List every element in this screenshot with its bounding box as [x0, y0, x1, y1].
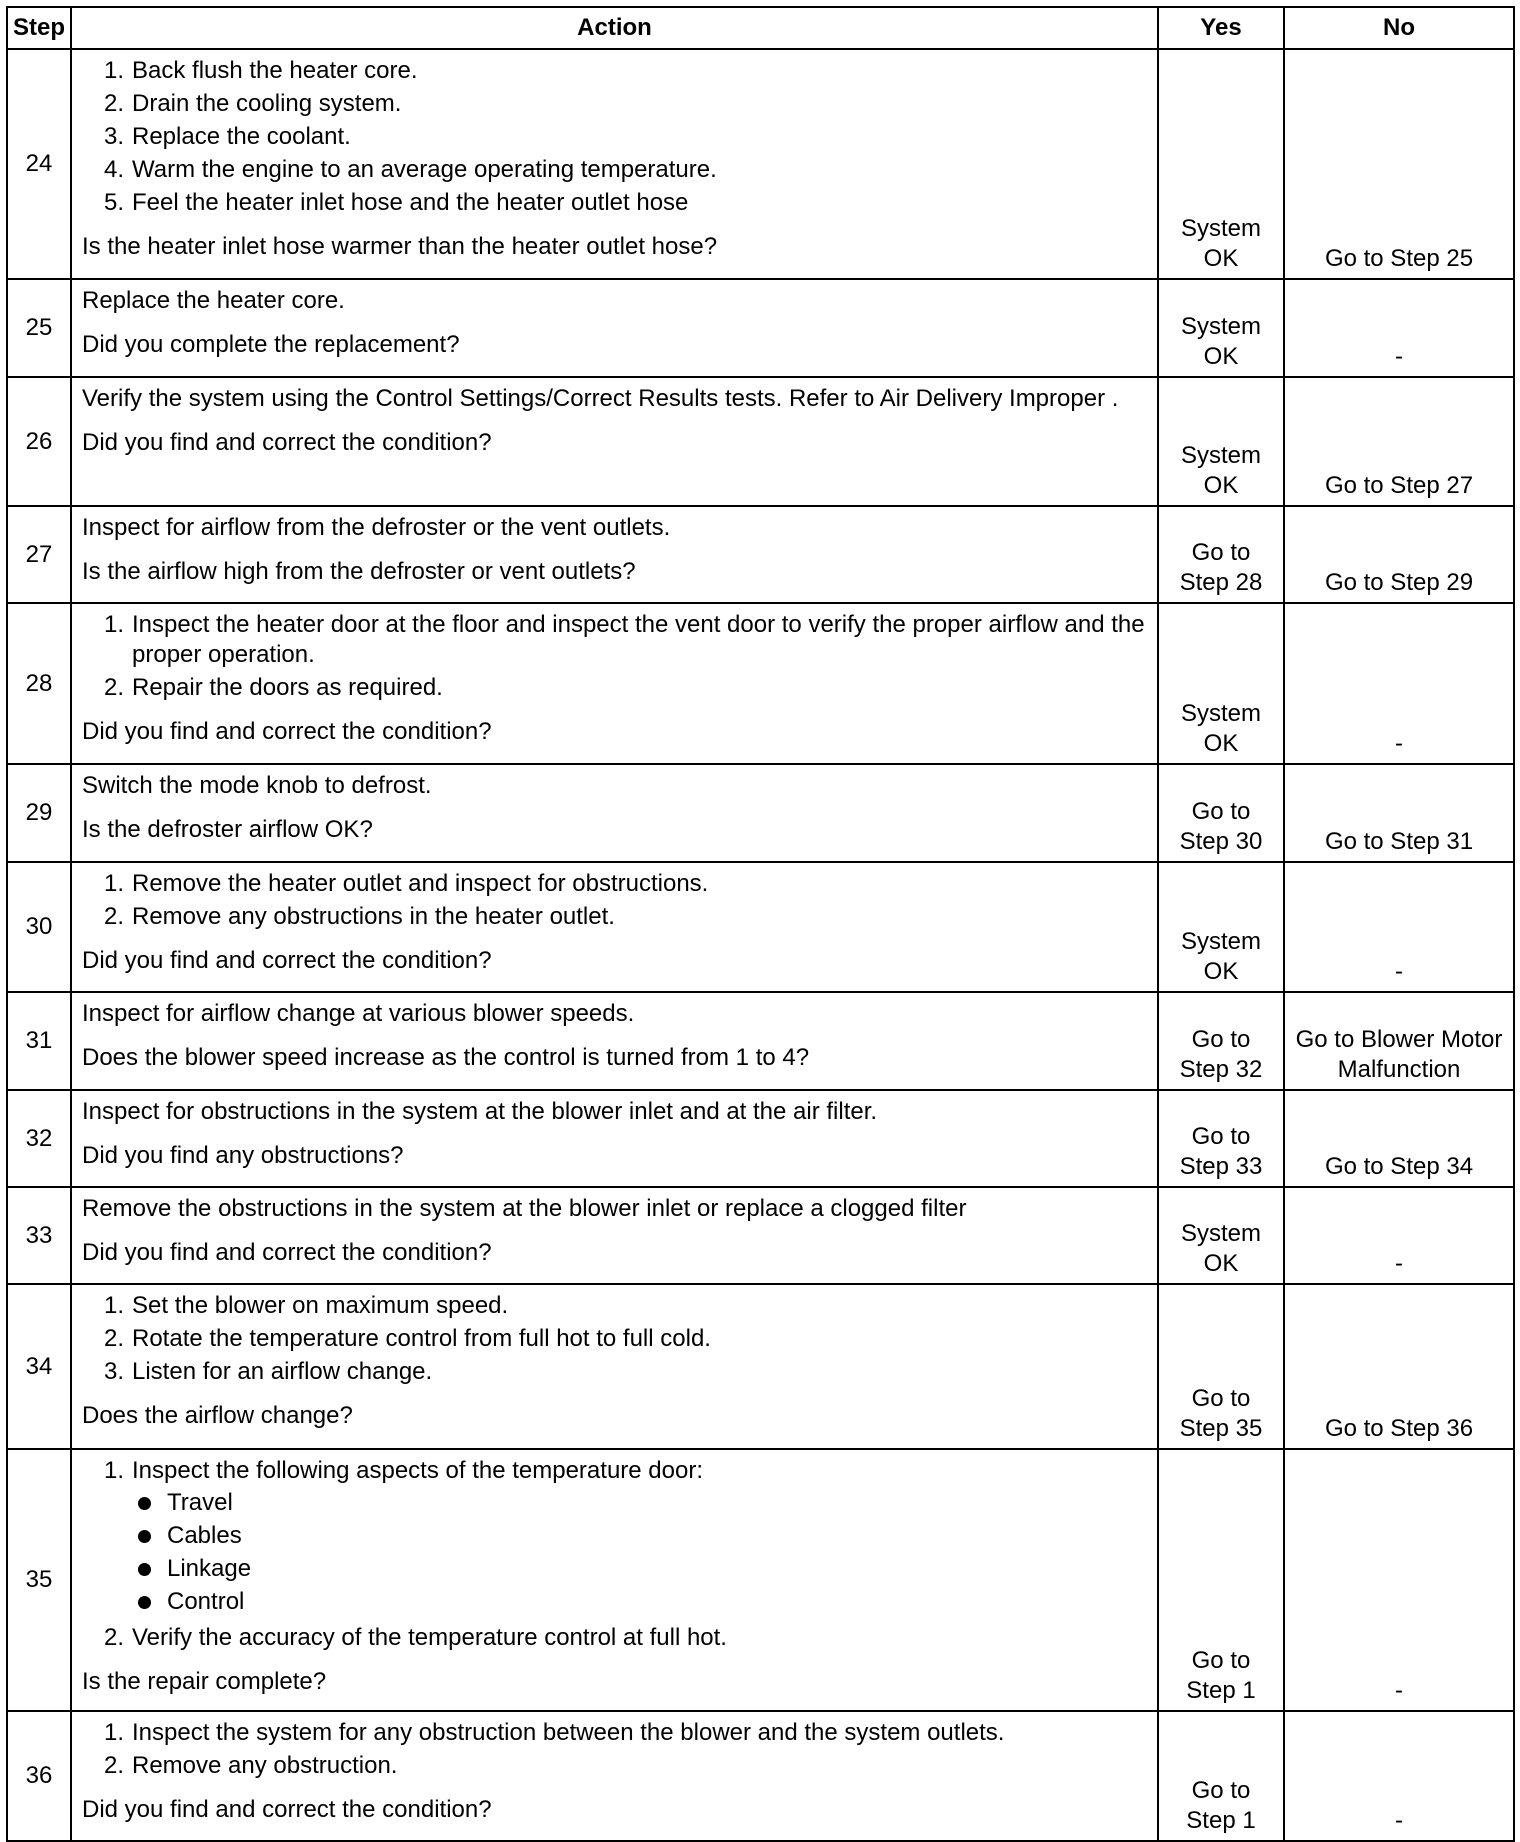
action-step-body — [132, 1324, 1149, 1354]
action-cell — [71, 992, 1158, 1090]
action-step — [82, 1357, 1149, 1387]
action-text: Inspect for obstructions in the system at the blower inlet and at the air filter. — [82, 1098, 878, 1125]
step-number: 32 — [7, 1090, 71, 1187]
table-row — [7, 49, 1514, 279]
step-number: 31 — [7, 992, 71, 1090]
action-step-text: Feel the heater inlet hose and the heater outlet hose — [132, 189, 689, 216]
action-cell — [71, 1090, 1158, 1187]
bullet-text: Linkage — [167, 1555, 252, 1582]
no-result: Go to Blower Motor Malfunction — [1284, 992, 1514, 1090]
bullet-text: Travel — [167, 1489, 233, 1516]
action-step-text: Remove the heater outlet and inspect for obstructions. — [132, 870, 709, 897]
action-step-body — [132, 1357, 1149, 1387]
action-cell — [71, 862, 1158, 992]
table-row — [7, 1284, 1514, 1449]
action-step — [82, 869, 1149, 899]
header-yes: Yes — [1158, 7, 1284, 49]
bullet-icon — [138, 1596, 151, 1609]
table-row — [7, 377, 1514, 506]
action-step-number: 1. — [103, 1292, 124, 1319]
action-step-number: 2. — [103, 903, 124, 930]
table-row — [7, 1187, 1514, 1284]
action-step-number: 2. — [103, 90, 124, 117]
action-text: Replace the heater core. — [82, 287, 345, 314]
action-cell — [71, 279, 1158, 377]
action-step-body — [132, 1751, 1149, 1781]
yes-result: Go to Step 1 — [1158, 1711, 1284, 1841]
action-steps — [82, 1291, 1149, 1387]
action-step — [82, 1751, 1149, 1781]
table-row — [7, 764, 1514, 862]
action-step-text: Drain the cooling system. — [132, 90, 402, 117]
no-result: Go to Step 27 — [1284, 377, 1514, 506]
action-steps — [82, 1718, 1149, 1781]
action-step-text: Warm the engine to an average operating temperature. — [132, 156, 717, 183]
step-number: 36 — [7, 1711, 71, 1841]
action-step — [82, 673, 1149, 703]
action-step-text: Listen for an airflow change. — [132, 1358, 433, 1385]
yes-result: System OK — [1158, 862, 1284, 992]
step-number: 34 — [7, 1284, 71, 1449]
step-number: 28 — [7, 603, 71, 764]
action-step-text: Set the blower on maximum speed. — [132, 1292, 509, 1319]
header-action: Action — [71, 7, 1158, 49]
action-step-body — [132, 89, 1149, 119]
question-text: Did you find and correct the condition? — [82, 1796, 492, 1823]
action-steps — [82, 56, 1149, 218]
action-step-body — [132, 188, 1149, 218]
no-result: Go to Step 25 — [1284, 49, 1514, 279]
yes-result: System OK — [1158, 279, 1284, 377]
no-result: - — [1284, 603, 1514, 764]
table-row — [7, 1090, 1514, 1187]
action-step-number: 4. — [103, 156, 124, 183]
table-row — [7, 603, 1514, 764]
action-text: Remove the obstructions in the system at the blower inlet or replace a clogged filter — [82, 1195, 967, 1222]
bullet-icon — [138, 1563, 151, 1576]
action-step-body — [132, 1623, 1149, 1653]
bullet-text: Cables — [167, 1522, 242, 1549]
no-result: Go to Step 31 — [1284, 764, 1514, 862]
question-text: Did you find and correct the condition? — [82, 947, 492, 974]
yes-result: Go to Step 1 — [1158, 1449, 1284, 1711]
question-text: Did you find and correct the condition? — [82, 1239, 492, 1266]
action-step — [82, 1456, 1149, 1620]
yes-result: System OK — [1158, 1187, 1284, 1284]
header-no: No — [1284, 7, 1514, 49]
action-step-number: 1. — [103, 870, 124, 897]
action-step-text: Remove any obstruction. — [132, 1752, 398, 1779]
step-number: 25 — [7, 279, 71, 377]
action-steps — [82, 869, 1149, 932]
step-number: 26 — [7, 377, 71, 506]
no-result: - — [1284, 1187, 1514, 1284]
table-body — [7, 49, 1514, 1841]
action-step — [82, 1623, 1149, 1653]
diagnostic-table — [6, 6, 1515, 1842]
action-steps — [82, 1456, 1149, 1653]
action-cell — [71, 1284, 1158, 1449]
action-step-text: Back flush the heater core. — [132, 57, 418, 84]
action-step-number: 3. — [103, 1358, 124, 1385]
action-step-number: 1. — [103, 611, 124, 638]
action-step — [82, 122, 1149, 152]
action-step-number: 1. — [103, 1457, 124, 1484]
bullet-list — [132, 1488, 1149, 1617]
table-row — [7, 1449, 1514, 1711]
yes-result: Go to Step 30 — [1158, 764, 1284, 862]
no-result: - — [1284, 1449, 1514, 1711]
header-step: Step — [7, 7, 71, 49]
question-text: Did you find any obstructions? — [82, 1142, 404, 1169]
question-text: Is the airflow high from the defroster or vent outlets? — [82, 558, 636, 585]
bullet-text: Control — [167, 1588, 245, 1615]
action-step — [82, 902, 1149, 932]
no-result: - — [1284, 1711, 1514, 1841]
action-step-number: 2. — [103, 1325, 124, 1352]
action-step-text: Replace the coolant. — [132, 123, 351, 150]
bullet-item — [138, 1488, 1149, 1518]
table-row — [7, 862, 1514, 992]
action-step-body — [132, 56, 1149, 86]
action-step-body — [132, 1718, 1149, 1748]
action-text: Switch the mode knob to defrost. — [82, 772, 432, 799]
bullet-icon — [138, 1530, 151, 1543]
action-cell — [71, 603, 1158, 764]
table-row — [7, 992, 1514, 1090]
action-cell — [71, 1187, 1158, 1284]
step-number: 24 — [7, 49, 71, 279]
action-steps — [82, 610, 1149, 703]
action-step-number: 1. — [103, 1719, 124, 1746]
question-text: Did you find and correct the condition? — [82, 429, 492, 456]
action-step — [82, 1291, 1149, 1321]
table-row — [7, 279, 1514, 377]
action-step-number: 3. — [103, 123, 124, 150]
action-cell — [71, 1711, 1158, 1841]
yes-result: Go to Step 32 — [1158, 992, 1284, 1090]
action-step-body — [132, 902, 1149, 932]
action-text: Inspect for airflow change at various blower speeds. — [82, 1000, 635, 1027]
bullet-item — [138, 1521, 1149, 1551]
action-cell — [71, 764, 1158, 862]
action-step-text: Remove any obstructions in the heater outlet. — [132, 903, 615, 930]
table-row — [7, 1711, 1514, 1841]
table-row — [7, 506, 1514, 603]
header-row — [7, 7, 1514, 49]
yes-result: System OK — [1158, 377, 1284, 506]
action-step-number: 5. — [103, 189, 124, 216]
bullet-item — [138, 1554, 1149, 1584]
action-step-number: 1. — [103, 57, 124, 84]
action-step — [82, 155, 1149, 185]
action-cell — [71, 1449, 1158, 1711]
action-step — [82, 89, 1149, 119]
question-text: Is the heater inlet hose warmer than the heater outlet hose? — [82, 233, 718, 260]
table-header — [7, 7, 1514, 49]
yes-result: System OK — [1158, 603, 1284, 764]
no-result: - — [1284, 862, 1514, 992]
action-step-body — [132, 610, 1149, 670]
action-text: Verify the system using the Control Settings/Correct Results tests. Refer to Air Delivery Improper . — [82, 385, 1119, 412]
action-step-text: Inspect the system for any obstruction between the blower and the system outlets. — [132, 1719, 1005, 1746]
step-number: 33 — [7, 1187, 71, 1284]
yes-result: Go to Step 35 — [1158, 1284, 1284, 1449]
action-step-body — [132, 155, 1149, 185]
bullet-item — [138, 1587, 1149, 1617]
action-step-body — [132, 673, 1149, 703]
step-number: 27 — [7, 506, 71, 603]
step-number: 30 — [7, 862, 71, 992]
action-text: Inspect for airflow from the defroster or the vent outlets. — [82, 514, 671, 541]
question-text: Does the airflow change? — [82, 1402, 353, 1429]
action-step-text: Inspect the following aspects of the temperature door: — [132, 1457, 703, 1484]
action-step-body — [132, 1291, 1149, 1321]
no-result: - — [1284, 279, 1514, 377]
action-step-number: 2. — [103, 674, 124, 701]
action-step — [82, 1324, 1149, 1354]
question-text: Did you find and correct the condition? — [82, 718, 492, 745]
action-step-text: Inspect the heater door at the floor and inspect the vent door to verify the proper airflow and the proper operation. — [132, 611, 1145, 668]
question-text: Did you complete the replacement? — [82, 331, 460, 358]
action-step-number: 2. — [103, 1752, 124, 1779]
yes-result: Go to Step 33 — [1158, 1090, 1284, 1187]
no-result: Go to Step 29 — [1284, 506, 1514, 603]
no-result: Go to Step 34 — [1284, 1090, 1514, 1187]
action-cell — [71, 506, 1158, 603]
action-step-number: 2. — [103, 1624, 124, 1651]
action-step-text: Rotate the temperature control from full hot to full cold. — [132, 1325, 711, 1352]
action-step — [82, 56, 1149, 86]
action-step-body — [132, 122, 1149, 152]
action-step-text: Repair the doors as required. — [132, 674, 443, 701]
action-cell — [71, 377, 1158, 506]
action-step — [82, 1718, 1149, 1748]
question-text: Is the defroster airflow OK? — [82, 816, 373, 843]
question-text: Is the repair complete? — [82, 1668, 327, 1695]
yes-result: System OK — [1158, 49, 1284, 279]
step-number: 35 — [7, 1449, 71, 1711]
question-text: Does the blower speed increase as the control is turned from 1 to 4? — [82, 1044, 810, 1071]
action-cell — [71, 49, 1158, 279]
yes-result: Go to Step 28 — [1158, 506, 1284, 603]
action-step-body — [132, 869, 1149, 899]
action-step-body — [132, 1456, 1149, 1620]
bullet-icon — [138, 1497, 151, 1510]
action-step — [82, 188, 1149, 218]
step-number: 29 — [7, 764, 71, 862]
no-result: Go to Step 36 — [1284, 1284, 1514, 1449]
action-step — [82, 610, 1149, 670]
action-step-text: Verify the accuracy of the temperature control at full hot. — [132, 1624, 727, 1651]
